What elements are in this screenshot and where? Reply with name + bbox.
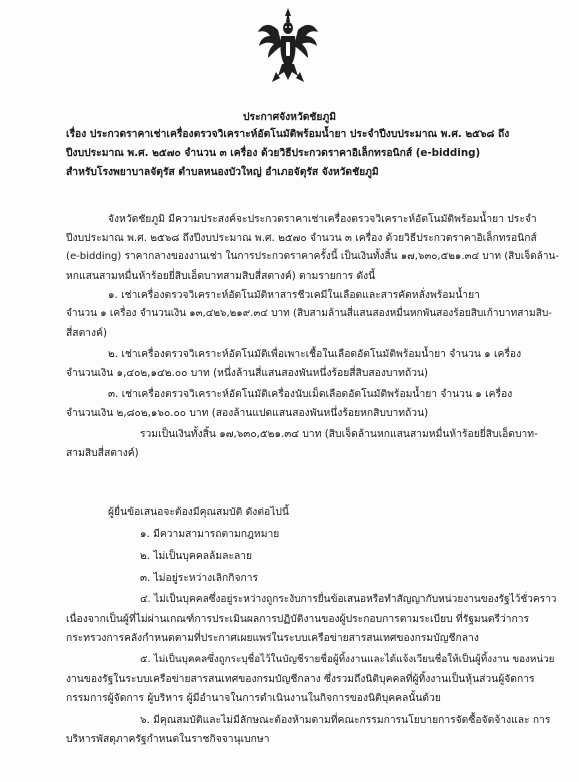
total-line: รวมเป็นเงินทั้งสิ้น ๑๗,๖๓๐,๕๒๑.๓๔ บาท (สิบเจ็ดล้านหกแสนสามหมื่นห้าร้อยยี่สิบเอ็ดบาท-	[140, 428, 538, 440]
item-line: จำนวนเงิน ๒,๘๐๒,๑๖๐.๐๐ บาท (สองล้านแปดแสนสองพันหนึ่งร้อยหกสิบบาทถ้วน)	[66, 407, 429, 419]
subject-line-3: สำหรับโรงพยาบาลจัตุรัส ตำบลหนองบัวใหญ่ อำเภอจัตุรัส จังหวัดชัยภูมิ	[66, 166, 379, 178]
qualification-line: กรรมการผู้จัดการ ผู้บริหาร ผู้มีอำนาจในการดำเนินงานในกิจการของนิติบุคคลนั้นด้วย	[66, 692, 441, 704]
item-line: ๒. เช่าเครื่องตรวจวิเคราะห์อัตโนมัติเพื่อเพาะเชื้อในเลือดอัตโนมัติพร้อมน้ำยา จำนวน ๑ เครื่อง	[108, 348, 522, 360]
subject-line-2: ปีงบประมาณ พ.ศ. ๒๕๗๐ จำนวน ๓ เครื่อง ด้วยวิธีประกวดราคาอิเล็กทรอนิกส์ (e-bidding)	[66, 147, 481, 159]
qualification-line: ๔. ไม่เป็นบุคคลซึ่งอยู่ระหว่างถูกระงับการยื่นข้อเสนอหรือทำสัญญากับหน่วยงานของรัฐไว้ชั่วคราว	[140, 594, 557, 605]
intro-line: จังหวัดชัยภูมิ มีความประสงค์จะประกวดราคาเช่าเครื่องตรวจวิเคราะห์อัตโนมัติพร้อมน้ำยา ประจำ	[108, 213, 537, 225]
intro-line: หกแสนสามหมื่นห้าร้อยยี่สิบเอ็ดบาทสามสิบสี่สตางค์) ตามรายการ ดังนี้	[66, 270, 376, 282]
qualification-line: ๕. ไม่เป็นบุคคลซึ่งถูกระบุชื่อไว้ในบัญชีรายชื่อผู้ทิ้งงานและได้แจ้งเวียนชื่อให้เป็นผู้ทิ้งงาน ของหน่วย	[140, 654, 555, 665]
qualification-line: งานของรัฐในระบบเครือข่ายสารสนเทศของกรมบัญชีกลาง ซึ่งรวมถึงนิติบุคคลที่ผู้ทิ้งงานเป็นหุ้นส่วนผู้จัดการ	[66, 673, 535, 685]
qualification-line: ๖. มีคุณสมบัติและไม่มีลักษณะต้องห้ามตามที่คณะกรรมการนโยบายการจัดซื้อจัดจ้างและ การ	[140, 714, 551, 726]
item-line: ๑. เช่าเครื่องตรวจวิเคราะห์อัตโนมัติหาสารชีวเคมีในเลือดและสารคัดหลั่งพร้อมน้ำยา	[108, 289, 480, 301]
intro-line: ปีงบประมาณ พ.ศ. ๒๕๖๘ ถึงปีงบประมาณ พ.ศ. ๒๕๗๐ จำนวน ๓ เครื่อง ด้วยวิธีประกวดราคาอิเล็กทรอนิกส์	[66, 232, 537, 244]
item-line: สี่สตางค์)	[66, 327, 107, 339]
item-line: จำนวน ๑ เครื่อง จำนวนเงิน ๑๓,๔๒๖,๒๑๙.๓๔ บาท (สิบสามล้านสี่แสนสองหมื่นหกพันสองร้อยสิบเก้าบาทสามสิบ-	[66, 308, 552, 319]
announcement-title: ประกาศจังหวัดชัยภูมิ	[242, 111, 337, 123]
qualification-line: บริหารพัสดุภาครัฐกำหนดในราชกิจจานุเบกษา	[66, 733, 270, 745]
qualification-line: ๑. มีความสามารถตามกฎหมาย	[140, 528, 280, 540]
item-line: ๓. เช่าเครื่องตรวจวิเคราะห์อัตโนมัติเครื่องนับเม็ดเลือดอัตโนมัติพร้อมน้ำยา จำนวน ๑ เครื่อง	[108, 388, 513, 400]
qualification-line: ๒. ไม่เป็นบุคคลล้มละลาย	[140, 550, 253, 562]
intro-line: (e-bidding) ราคากลางของงานเช่า ในการประกวดราคาครั้งนี้ เป็นเงินทั้งสิ้น ๑๗,๖๓๐,๕๒๑.๓๔ บาท (สิบเจ็ดล้าน-	[66, 251, 560, 262]
garuda-emblem-icon	[256, 6, 320, 84]
item-line: จำนวนเงิน ๑,๔๐๒,๑๔๒.๐๐ บาท (หนึ่งล้านสี่แสนสองพันหนึ่งร้อยสี่สิบสองบาทถ้วน)	[66, 367, 429, 379]
qualification-heading: ผู้ยื่นข้อเสนอจะต้องมีคุณสมบัติ ดังต่อไปนี้	[108, 506, 289, 518]
total-line: สามสิบสี่สตางค์)	[66, 447, 139, 459]
qualification-line: เนื่องจากเป็นผู้ที่ไม่ผ่านเกณฑ์การประเมินผลการปฏิบัติงานของผู้ประกอบการตามระเบียบ ที่รัฐมนตรีว่าการ	[66, 613, 530, 625]
qualification-line: ๓. ไม่อยู่ระหว่างเลิกกิจการ	[140, 572, 259, 584]
subject-line-1: เรื่อง ประกวดราคาเช่าเครื่องตรวจวิเคราะห์อัตโนมัติพร้อมน้ำยา ประจำปีงบประมาณ พ.ศ. ๒๕๖๘ ถึง	[66, 128, 510, 140]
qualification-line: กระทรวงการคลังกำหนดตามที่ประกาศเผยแพร่ในระบบเครือข่ายสารสนเทศของกรมบัญชีกลาง	[66, 632, 479, 644]
